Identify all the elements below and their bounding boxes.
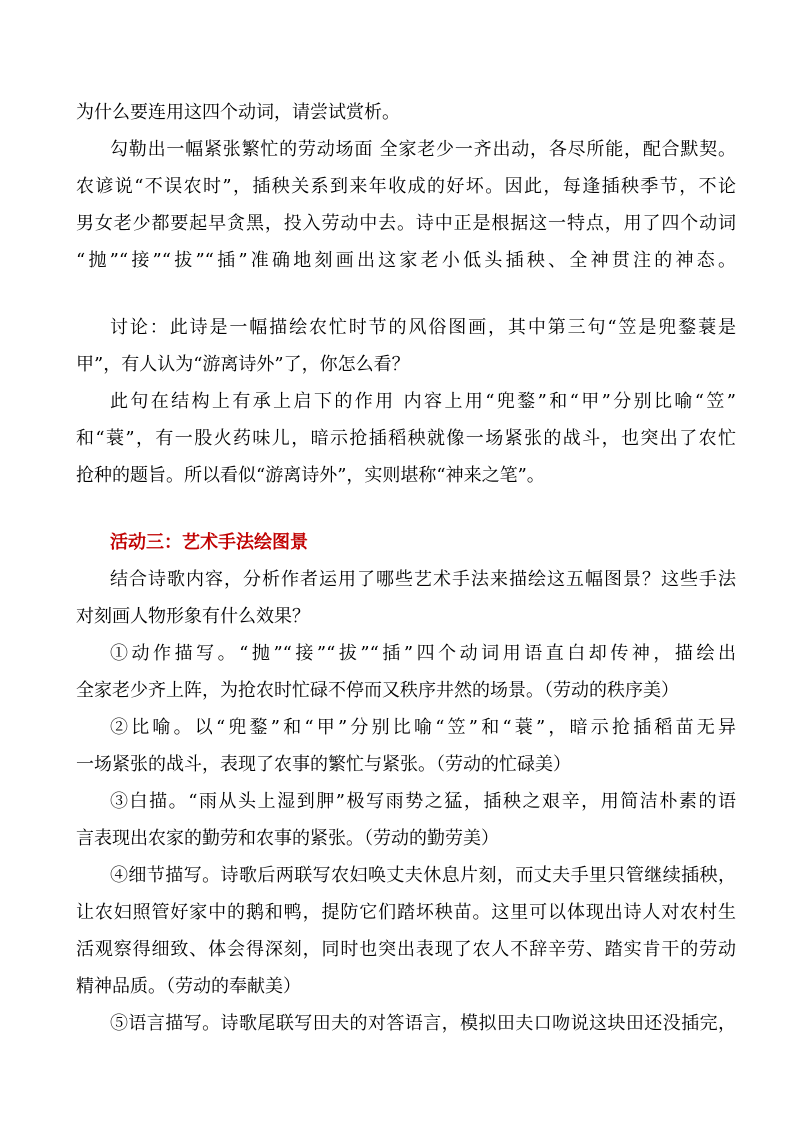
list-item-line: ④细节描写。诗歌后两联写农妇唤丈夫休息片刻，而丈夫手里只管继续插秧， xyxy=(110,865,736,886)
list-item-line: 一场紧张的战斗，表现了农事的繁忙与紧张。（劳动的忙碌美） xyxy=(76,754,571,775)
list-item-line: 活观察得细致、体会得深刻，同时也突出表现了农人不辞辛劳、踏实肯干的劳动 xyxy=(76,939,736,960)
discussion-answer-line: 和“蓑”，有一股火药味儿，暗示抢插稻秧就像一场紧张的战斗，也突出了农忙 xyxy=(76,428,736,449)
paragraph-line: 勾勒出一幅紧张繁忙的劳动场面 全家老少一齐出动，各尽所能，配合默契。 xyxy=(110,139,736,160)
paragraph-line: 农谚说“不误农时”，插秧关系到来年收成的好坏。因此，每逢插秧季节，不论 xyxy=(76,176,736,197)
discussion-answer-line: 抢种的题旨。所以看似“游离诗外”，实则堪称“神来之笔”。 xyxy=(76,465,545,486)
section-heading: 活动三：艺术手法绘图景 xyxy=(110,532,308,553)
discussion-answer-line: 此句在结构上有承上启下的作用 内容上用“兜鍪”和“甲”分别比喻“笠” xyxy=(110,391,736,412)
list-item-line: 精神品质。（劳动的奉献美） xyxy=(76,976,301,997)
paragraph-line: 结合诗歌内容，分析作者运用了哪些艺术手法来描绘这五幅图景？这些手法 xyxy=(110,569,736,590)
paragraph-line: 对刻画人物形象有什么效果？ xyxy=(76,606,310,627)
list-item-line: ②比喻。以“兜鍪”和“甲”分别比喻“笠”和“蓑”，暗示抢插稻苗无异 xyxy=(110,717,736,738)
paragraph-line: 为什么要连用这四个动词，请尝试赏析。 xyxy=(76,102,400,123)
list-item-line: 让农妇照管好家中的鹅和鸭，提防它们踏坏秧苗。这里可以体现出诗人对农村生 xyxy=(76,902,736,923)
list-item-line: 全家老少齐上阵，为抢农时忙碌不停而又秩序井然的场景。（劳动的秩序美） xyxy=(76,680,679,701)
list-item-line: ⑤语言描写。诗歌尾联写田夫的对答语言，模拟田夫口吻说这块田还没插完， xyxy=(110,1013,736,1034)
discussion-question-line: 讨论：此诗是一幅描绘农忙时节的风俗图画，其中第三句“笠是兜鍪蓑是 xyxy=(110,317,736,338)
list-item-line: ①动作描写。“抛”“接”“拔”“插”四个动词用语直白却传神，描绘出 xyxy=(110,643,736,664)
paragraph-line: “抛”“接”“拔”“插”准确地刻画出这家老小低头插秧、全神贯注的神态。 xyxy=(76,250,736,271)
list-item-line: 言表现出农家的勤劳和农事的紧张。（劳动的勤劳美） xyxy=(76,828,499,849)
discussion-question-line: 甲”，有人认为“游离诗外”了，你怎么看？ xyxy=(76,354,410,375)
paragraph-line: 男女老少都要起早贪黑，投入劳动中去。诗中正是根据这一特点，用了四个动词 xyxy=(76,213,736,234)
list-item-line: ③白描。“雨从头上湿到胛”极写雨势之猛，插秧之艰辛，用简洁朴素的语 xyxy=(110,791,736,812)
